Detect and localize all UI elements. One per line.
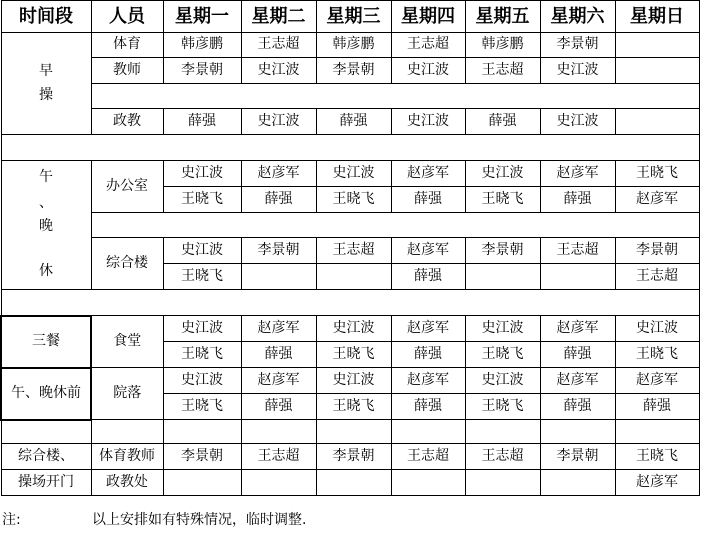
name-cell: 王晓飞	[465, 187, 540, 213]
name-cell: 赵彦军	[615, 470, 699, 496]
name-cell: 李景朝	[316, 444, 391, 470]
name-cell: 王晓飞	[615, 161, 699, 187]
name-cell: 史江波	[465, 368, 540, 394]
name-cell: 史江波	[540, 58, 615, 84]
name-cell: 史江波	[465, 161, 540, 187]
name-cell: 王志超	[391, 33, 465, 58]
name-cell: 薛强	[615, 394, 699, 420]
name-cell: 薛强	[391, 264, 465, 290]
header-cell: 星期四	[391, 1, 465, 33]
label-line: 操	[39, 86, 53, 103]
table-row	[1, 213, 699, 238]
role-cell: 教师	[91, 58, 163, 84]
name-cell: 史江波	[163, 368, 241, 394]
name-cell: 韩彦鹏	[465, 33, 540, 58]
name-cell	[163, 470, 241, 496]
header-cell: 星期一	[163, 1, 241, 33]
table-row	[1, 444, 699, 470]
name-cell: 李景朝	[163, 58, 241, 84]
header-cell: 星期六	[540, 1, 615, 33]
table-row	[1, 58, 699, 84]
section-label-gate: 综合楼、	[1, 444, 91, 470]
name-cell: 李景朝	[241, 238, 316, 264]
name-cell: 李景朝	[465, 238, 540, 264]
name-cell: 赵彦军	[540, 368, 615, 394]
name-cell: 王晓飞	[163, 342, 241, 368]
name-cell	[241, 264, 316, 290]
header-cell: 星期二	[241, 1, 316, 33]
role-cell: 食堂	[91, 316, 163, 368]
name-cell: 薛强	[391, 342, 465, 368]
section-label-meals: 三餐	[1, 316, 91, 368]
name-cell	[465, 264, 540, 290]
empty-cell	[615, 420, 699, 444]
name-cell	[615, 109, 699, 135]
name-cell: 赵彦军	[391, 316, 465, 342]
empty-cell	[163, 420, 241, 444]
name-cell: 李景朝	[540, 33, 615, 58]
name-cell: 薛强	[391, 187, 465, 213]
name-cell: 王志超	[465, 58, 540, 84]
name-cell: 薛强	[540, 187, 615, 213]
role-cell: 政教处	[91, 470, 163, 496]
section-label-noon	[1, 161, 91, 290]
name-cell: 赵彦军	[241, 316, 316, 342]
name-cell	[316, 264, 391, 290]
footnote-text: 以上安排如有特殊情况，临时调整.	[92, 512, 307, 528]
name-cell	[615, 58, 699, 84]
empty-cell	[391, 420, 465, 444]
name-cell: 韩彦鹏	[163, 33, 241, 58]
name-cell: 赵彦军	[241, 161, 316, 187]
section-label-morning	[1, 33, 91, 135]
empty-cell	[1, 135, 699, 161]
name-cell: 薛强	[316, 109, 391, 135]
table-row	[1, 368, 699, 394]
name-cell: 史江波	[241, 109, 316, 135]
name-cell: 薛强	[391, 394, 465, 420]
name-cell: 李景朝	[615, 238, 699, 264]
table-row	[1, 84, 699, 109]
section-label-gate: 操场开门	[1, 470, 91, 496]
name-cell: 史江波	[316, 316, 391, 342]
name-cell: 王志超	[241, 444, 316, 470]
name-cell: 赵彦军	[391, 368, 465, 394]
name-cell: 赵彦军	[241, 368, 316, 394]
name-cell: 史江波	[316, 161, 391, 187]
name-cell: 王晓飞	[163, 264, 241, 290]
name-cell: 赵彦军	[540, 161, 615, 187]
name-cell: 王志超	[241, 33, 316, 58]
empty-cell	[540, 420, 615, 444]
name-cell: 赵彦军	[615, 187, 699, 213]
name-cell: 王晓飞	[615, 342, 699, 368]
role-cell: 办公室	[91, 161, 163, 213]
role-cell: 体育	[91, 33, 163, 58]
name-cell: 李景朝	[540, 444, 615, 470]
name-cell: 王晓飞	[163, 394, 241, 420]
name-cell: 王晓飞	[316, 394, 391, 420]
name-cell: 王晓飞	[316, 187, 391, 213]
name-cell: 王晓飞	[615, 444, 699, 470]
header-cell: 时间段	[1, 1, 91, 33]
footnote-label: 注:	[2, 512, 21, 528]
name-cell: 赵彦军	[391, 238, 465, 264]
name-cell: 史江波	[163, 161, 241, 187]
header-cell: 人员	[91, 1, 163, 33]
name-cell	[540, 470, 615, 496]
name-cell: 王晓飞	[465, 342, 540, 368]
name-cell: 史江波	[465, 316, 540, 342]
header-cell: 星期日	[615, 1, 699, 33]
name-cell: 王志超	[316, 238, 391, 264]
name-cell: 史江波	[540, 109, 615, 135]
name-cell: 薛强	[540, 342, 615, 368]
name-cell: 史江波	[316, 368, 391, 394]
header-row	[1, 1, 699, 33]
role-cell: 体育教师	[91, 444, 163, 470]
name-cell	[465, 470, 540, 496]
name-cell: 王志超	[540, 238, 615, 264]
name-cell: 薛强	[241, 394, 316, 420]
empty-cell	[241, 420, 316, 444]
empty-cell	[91, 84, 699, 109]
role-cell: 综合楼	[91, 238, 163, 290]
name-cell: 史江波	[163, 316, 241, 342]
empty-cell	[316, 420, 391, 444]
table-row	[1, 470, 699, 496]
empty-cell	[91, 213, 699, 238]
name-cell: 史江波	[241, 58, 316, 84]
section-label-before-rest: 午、晚休前	[1, 368, 91, 420]
footnote	[0, 505, 704, 533]
separator-row	[1, 420, 699, 444]
name-cell: 王晓飞	[465, 394, 540, 420]
separator-row	[1, 135, 699, 161]
empty-cell	[1, 420, 91, 444]
name-cell: 赵彦军	[615, 368, 699, 394]
name-cell: 韩彦鹏	[316, 33, 391, 58]
table-row	[1, 33, 699, 58]
name-cell: 王志超	[615, 264, 699, 290]
header-cell: 星期三	[316, 1, 391, 33]
name-cell: 薛强	[465, 109, 540, 135]
name-cell: 赵彦军	[391, 161, 465, 187]
name-cell: 史江波	[163, 238, 241, 264]
empty-cell	[91, 420, 163, 444]
name-cell	[540, 264, 615, 290]
name-cell: 赵彦军	[540, 316, 615, 342]
role-cell: 政教	[91, 109, 163, 135]
table-row	[1, 109, 699, 135]
name-cell: 王志超	[465, 444, 540, 470]
name-cell: 王晓飞	[163, 187, 241, 213]
name-cell	[316, 470, 391, 496]
name-cell	[241, 470, 316, 496]
label-line: 休	[39, 263, 53, 280]
name-cell: 王志超	[391, 444, 465, 470]
label-line: 午	[39, 169, 53, 186]
name-cell	[391, 470, 465, 496]
name-cell: 李景朝	[163, 444, 241, 470]
separator-row	[1, 290, 699, 316]
name-cell: 史江波	[615, 316, 699, 342]
header-cell: 星期五	[465, 1, 540, 33]
name-cell: 薛强	[540, 394, 615, 420]
table-row	[1, 316, 699, 342]
table-row	[1, 161, 699, 187]
label-line: 早	[39, 63, 53, 80]
name-cell	[615, 33, 699, 58]
empty-cell	[1, 290, 699, 316]
label-line: 晚	[39, 218, 53, 234]
role-cell: 院落	[91, 368, 163, 420]
name-cell: 薛强	[241, 342, 316, 368]
name-cell: 王晓飞	[316, 342, 391, 368]
label-line: 、	[39, 194, 53, 211]
name-cell: 李景朝	[316, 58, 391, 84]
name-cell: 史江波	[391, 109, 465, 135]
name-cell: 史江波	[391, 58, 465, 84]
empty-cell	[465, 420, 540, 444]
name-cell: 薛强	[241, 187, 316, 213]
name-cell: 薛强	[163, 109, 241, 135]
table-row	[1, 238, 699, 264]
